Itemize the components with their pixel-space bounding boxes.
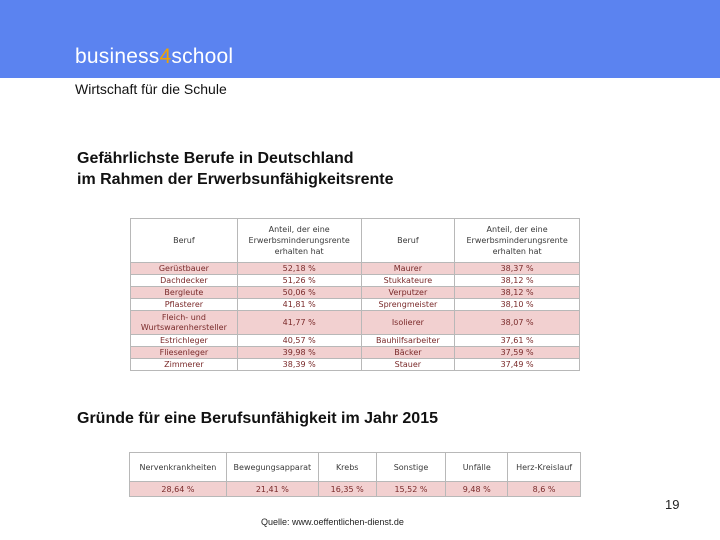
table-cell: Stauer — [361, 359, 455, 371]
title-line-2: im Rahmen der Erwerbsunfähigkeitsrente — [77, 171, 394, 188]
table-cell: 21,41 % — [226, 482, 318, 497]
brand-logo — [75, 45, 233, 69]
table-cell: 41,81 % — [237, 299, 361, 311]
table-cell: 38,12 % — [455, 275, 580, 287]
table-cell: 38,07 % — [455, 311, 580, 335]
table-cell: 39,98 % — [237, 347, 361, 359]
table-cell: Bauhilfsarbeiter — [361, 335, 455, 347]
reasons-header-nerve: Nervenkrankheiten — [130, 453, 227, 482]
table-cell: 38,12 % — [455, 287, 580, 299]
table-cell: 41,77 % — [237, 311, 361, 335]
table-cell: Isolierer — [361, 311, 455, 335]
table-row — [131, 299, 580, 311]
table-cell: Estrichleger — [131, 335, 238, 347]
reasons-header-other: Sonstige — [376, 453, 446, 482]
table-cell: Verputzer — [361, 287, 455, 299]
table-row — [130, 482, 581, 497]
table-cell: Pflasterer — [131, 299, 238, 311]
table-cell: Stukkateure — [361, 275, 455, 287]
table-row — [131, 335, 580, 347]
reasons-header-musculoskeletal: Bewegungsapparat — [226, 453, 318, 482]
table-cell: 50,06 % — [237, 287, 361, 299]
table-cell: Bäcker — [361, 347, 455, 359]
table-cell: 28,64 % — [130, 482, 227, 497]
jobs-header-share-right: Anteil, der eine Erwerbsminderungsrente erhalten hat — [455, 219, 580, 263]
table-cell: 16,35 % — [318, 482, 376, 497]
brand-prefix: business — [75, 45, 160, 68]
table-cell: 15,52 % — [376, 482, 446, 497]
table-cell: 37,49 % — [455, 359, 580, 371]
table-cell: Sprengmeister — [361, 299, 455, 311]
table-cell: 38,10 % — [455, 299, 580, 311]
table-cell: 40,57 % — [237, 335, 361, 347]
brand-number: 4 — [159, 45, 172, 68]
reasons-header-cardiovascular: Herz-Kreislauf — [508, 453, 581, 482]
page-title — [77, 148, 394, 190]
title-line-1: Gefährlichste Berufe in Deutschland — [77, 150, 354, 167]
table-row — [131, 287, 580, 299]
jobs-table — [130, 218, 580, 371]
table-cell: 52,18 % — [237, 263, 361, 275]
table-cell: Fleich- und Wurtswarenhersteller — [131, 311, 238, 335]
table-cell: 37,59 % — [455, 347, 580, 359]
jobs-header-job-right: Beruf — [361, 219, 455, 263]
table-cell: 8,6 % — [508, 482, 581, 497]
reasons-header-cancer: Krebs — [318, 453, 376, 482]
header-subtitle: Wirtschaft für die Schule — [75, 81, 227, 97]
section-title-reasons: Gründe für eine Berufsunfähigkeit im Jahr 2015 — [77, 410, 438, 427]
brand-suffix: school — [171, 45, 234, 68]
reasons-table-header — [130, 453, 581, 482]
table-cell: 51,26 % — [237, 275, 361, 287]
table-cell: 38,39 % — [237, 359, 361, 371]
reasons-table — [129, 452, 581, 497]
page-number: 19 — [665, 497, 680, 512]
table-row — [131, 347, 580, 359]
table-cell: 38,37 % — [455, 263, 580, 275]
table-row — [131, 311, 580, 335]
jobs-table-header — [131, 219, 580, 263]
source-note: Quelle: www.oeffentlichen-dienst.de — [261, 517, 404, 527]
jobs-header-share-left: Anteil, der eine Erwerbsminderungsrente erhalten hat — [237, 219, 361, 263]
table-cell: Dachdecker — [131, 275, 238, 287]
table-cell: Gerüstbauer — [131, 263, 238, 275]
table-row — [131, 359, 580, 371]
table-cell: Maurer — [361, 263, 455, 275]
table-row — [131, 263, 580, 275]
table-row — [131, 275, 580, 287]
jobs-header-job-left: Beruf — [131, 219, 238, 263]
reasons-header-accidents: Unfälle — [446, 453, 508, 482]
table-cell: Zimmerer — [131, 359, 238, 371]
table-cell: Fliesenleger — [131, 347, 238, 359]
table-cell: 9,48 % — [446, 482, 508, 497]
table-cell: 37,61 % — [455, 335, 580, 347]
table-cell: Bergleute — [131, 287, 238, 299]
